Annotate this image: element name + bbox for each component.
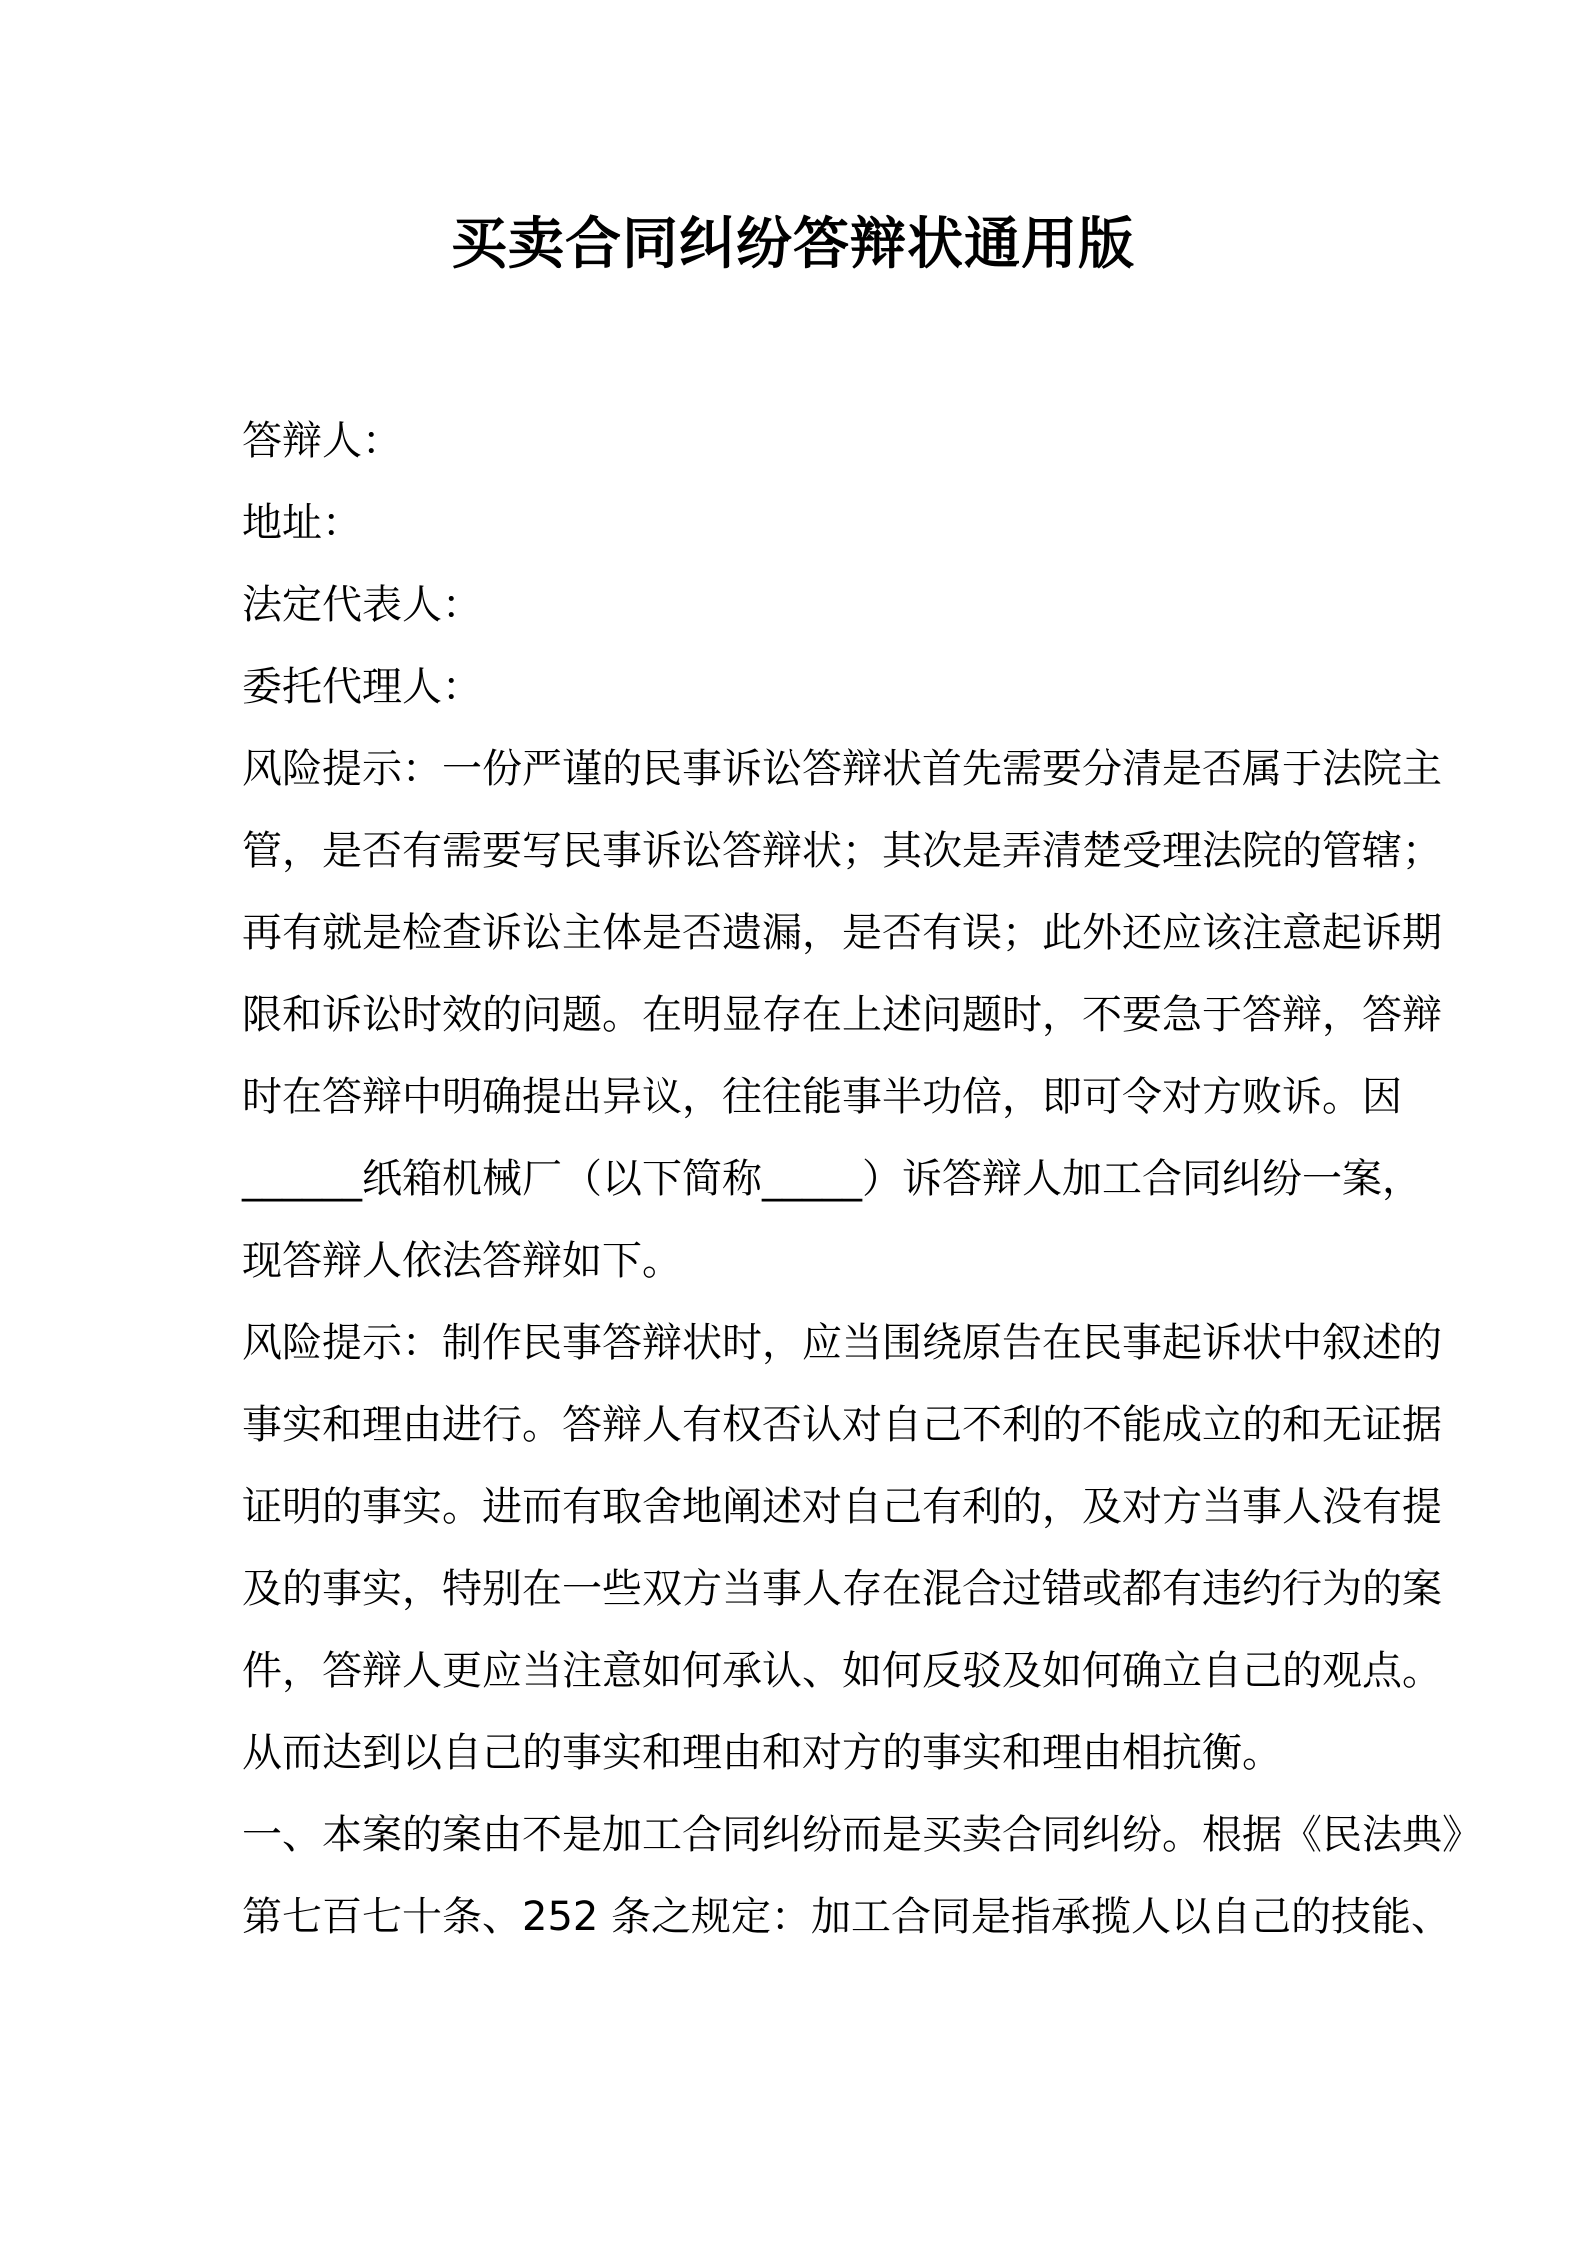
paragraph-line: 证明的事实。进而有取舍地阐述对自己有利的，及对方当事人没有提	[242, 1484, 1442, 1530]
paragraph-line: 风险提示：制作民事答辩状时，应当围绕原告在民事起诉状中叙述的	[242, 1320, 1442, 1366]
paragraph-line: 限和诉讼时效的问题。在明显存在上述问题时，不要急于答辩，答辩	[242, 992, 1442, 1038]
field-address: 地址：	[242, 500, 362, 546]
document-body	[242, 400, 1482, 1958]
paragraph-line: ______纸箱机械厂（以下简称_____）诉答辩人加工合同纠纷一案，	[242, 1156, 1422, 1202]
paragraph-line: 管，是否有需要写民事诉讼答辩状；其次是弄清楚受理法院的管辖；	[242, 828, 1442, 874]
paragraph-line: 风险提示：一份严谨的民事诉讼答辩状首先需要分清是否属于法院主	[242, 746, 1442, 792]
paragraph-line: 时在答辩中明确提出异议，往往能事半功倍，即可令对方败诉。因	[242, 1074, 1402, 1120]
paragraph-line: 事实和理由进行。答辩人有权否认对自己不利的不能成立的和无证据	[242, 1402, 1442, 1448]
paragraph-line: 一、本案的案由不是加工合同纠纷而是买卖合同纠纷。根据《民法典》	[242, 1812, 1482, 1858]
field-entrusted-agent: 委托代理人：	[242, 664, 482, 710]
paragraph-line: 件，答辩人更应当注意如何承认、如何反驳及如何确立自己的观点。	[242, 1648, 1442, 1694]
paragraph-line: 再有就是检查诉讼主体是否遗漏，是否有误；此外还应该注意起诉期	[242, 910, 1442, 956]
paragraph-line: 及的事实，特别在一些双方当事人存在混合过错或都有违约行为的案	[242, 1566, 1442, 1612]
paragraph-line: 第七百七十条、252 条之规定：加工合同是指承揽人以自己的技能、	[242, 1894, 1452, 1940]
paragraph-line: 现答辩人依法答辩如下。	[242, 1238, 682, 1284]
field-respondent: 答辩人：	[242, 418, 402, 464]
document-title: 买卖合同纠纷答辩状通用版	[451, 212, 1135, 277]
field-legal-representative: 法定代表人：	[242, 582, 482, 628]
paragraph-line: 从而达到以自己的事实和理由和对方的事实和理由相抗衡。	[242, 1730, 1282, 1776]
